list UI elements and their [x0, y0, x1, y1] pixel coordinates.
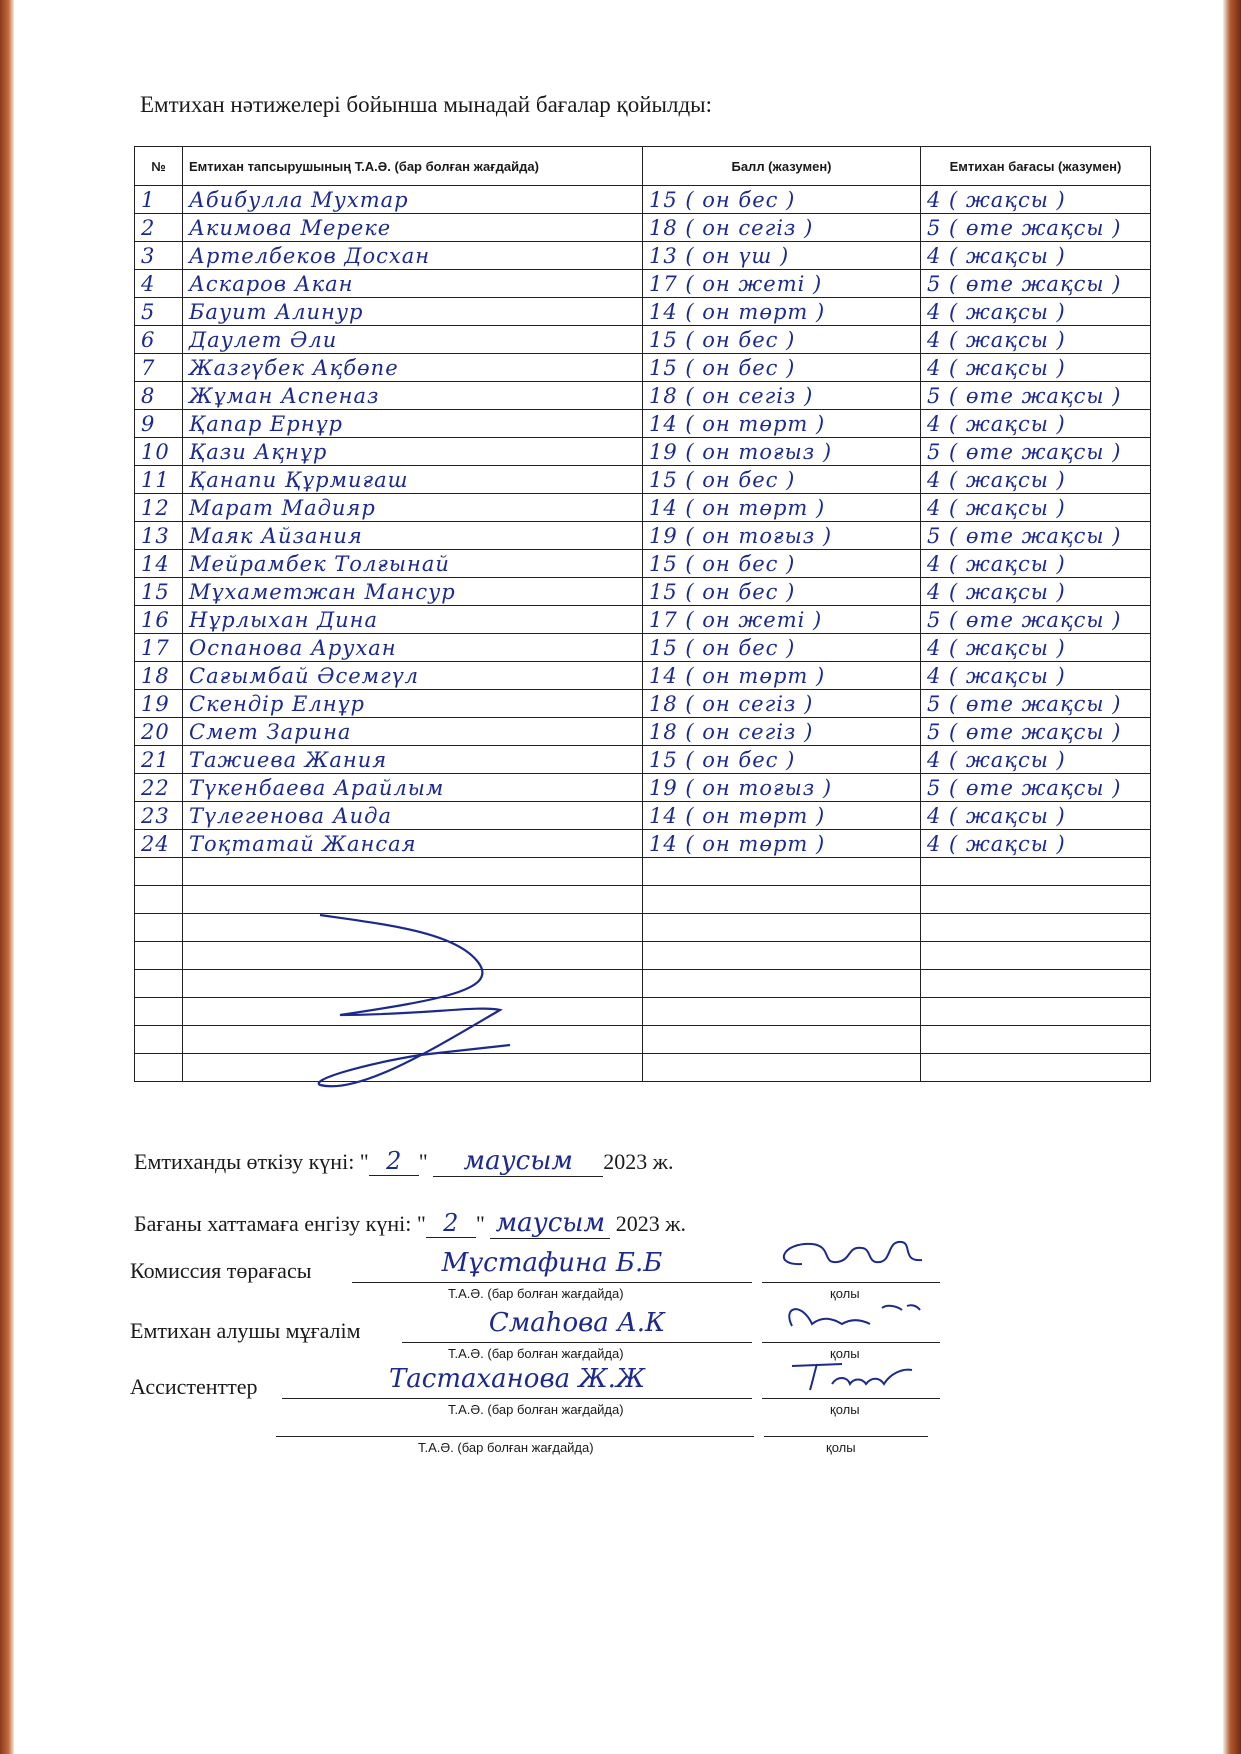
row-number: 1 — [135, 186, 183, 214]
strike-through-mark — [300, 905, 540, 1105]
student-grade: 5 ( өте жақсы ) — [921, 522, 1151, 550]
table-row — [135, 662, 1151, 690]
student-grade: 4 ( жақсы ) — [921, 830, 1151, 858]
student-score — [643, 1054, 921, 1082]
entry-date-day: 2 — [426, 1209, 476, 1238]
table-header-row — [135, 147, 1151, 186]
table-row — [135, 634, 1151, 662]
header-number: № — [135, 147, 183, 186]
student-score: 18 ( он сегіз ) — [643, 214, 921, 242]
student-score — [643, 914, 921, 942]
assistants-signature — [762, 1364, 940, 1399]
row-number: 13 — [135, 522, 183, 550]
row-number: 20 — [135, 718, 183, 746]
row-number: 12 — [135, 494, 183, 522]
chair-signature — [762, 1248, 940, 1283]
row-number: 10 — [135, 438, 183, 466]
entry-date-quote: " — [475, 1211, 485, 1236]
student-grade: 4 ( жақсы ) — [921, 354, 1151, 382]
blank-signature-row — [276, 1436, 940, 1476]
chair-name: Мұстафина Б.Б — [352, 1248, 752, 1283]
row-number: 15 — [135, 578, 183, 606]
table-row — [135, 550, 1151, 578]
entry-date-month: маусым — [490, 1208, 610, 1239]
student-grade: 5 ( өте жақсы ) — [921, 214, 1151, 242]
assistants-label: Ассистенттер — [130, 1374, 258, 1399]
student-score: 19 ( он тоғыз ) — [643, 774, 921, 802]
student-name: Смет Зарина — [183, 718, 643, 746]
student-score: 18 ( он сегіз ) — [643, 382, 921, 410]
student-score: 15 ( он бес ) — [643, 354, 921, 382]
student-score: 14 ( он төрт ) — [643, 662, 921, 690]
exam-date-quote: " — [418, 1149, 428, 1174]
paper-edge-left — [0, 0, 14, 1754]
exam-date-line — [134, 1146, 673, 1177]
header-name: Емтихан тапсырушының Т.А.Ә. (бар болған жағдайда) — [183, 147, 643, 186]
empty-table-row — [135, 942, 1151, 970]
student-score: 18 ( он сегіз ) — [643, 690, 921, 718]
blank-sign-caption: қолы — [826, 1440, 856, 1455]
student-grade: 5 ( өте жақсы ) — [921, 718, 1151, 746]
row-number: 9 — [135, 410, 183, 438]
table-row — [135, 466, 1151, 494]
header-grade: Емтихан бағасы (жазумен) — [921, 147, 1151, 186]
student-name: Артелбеков Досхан — [183, 242, 643, 270]
student-score — [643, 998, 921, 1026]
student-name: Бауит Алинур — [183, 298, 643, 326]
row-number — [135, 914, 183, 942]
row-number: 24 — [135, 830, 183, 858]
table-row — [135, 270, 1151, 298]
row-number: 19 — [135, 690, 183, 718]
row-number — [135, 942, 183, 970]
table-row — [135, 774, 1151, 802]
table-row — [135, 746, 1151, 774]
student-name: Мұхаметжан Мансур — [183, 578, 643, 606]
empty-table-row — [135, 1054, 1151, 1082]
row-number: 16 — [135, 606, 183, 634]
table-body — [135, 186, 1151, 1082]
student-score: 14 ( он төрт ) — [643, 494, 921, 522]
grades-table — [134, 146, 1151, 1082]
student-name: Түлегенова Аида — [183, 802, 643, 830]
row-number — [135, 1026, 183, 1054]
student-score — [643, 942, 921, 970]
student-name: Тажиева Жания — [183, 746, 643, 774]
student-name: Марат Мадияр — [183, 494, 643, 522]
student-score: 19 ( он тоғыз ) — [643, 438, 921, 466]
student-score: 19 ( он тоғыз ) — [643, 522, 921, 550]
table-row — [135, 298, 1151, 326]
student-grade: 4 ( жақсы ) — [921, 802, 1151, 830]
student-grade — [921, 970, 1151, 998]
row-number: 4 — [135, 270, 183, 298]
row-number — [135, 886, 183, 914]
table-row — [135, 494, 1151, 522]
table-row — [135, 718, 1151, 746]
student-score: 15 ( он бес ) — [643, 466, 921, 494]
student-grade: 4 ( жақсы ) — [921, 410, 1151, 438]
student-score: 15 ( он бес ) — [643, 578, 921, 606]
row-number: 23 — [135, 802, 183, 830]
table-row — [135, 690, 1151, 718]
student-score — [643, 1026, 921, 1054]
row-number: 21 — [135, 746, 183, 774]
student-name: Абибулла Мухтар — [183, 186, 643, 214]
exam-date-day: 2 — [369, 1147, 419, 1176]
student-name: Тоқтатай Жансая — [183, 830, 643, 858]
table-row — [135, 410, 1151, 438]
row-number: 11 — [135, 466, 183, 494]
row-number: 22 — [135, 774, 183, 802]
student-grade — [921, 1026, 1151, 1054]
row-number — [135, 858, 183, 886]
student-score: 13 ( он үш ) — [643, 242, 921, 270]
row-number: 6 — [135, 326, 183, 354]
student-grade: 5 ( өте жақсы ) — [921, 270, 1151, 298]
page-title: Емтихан нәтижелері бойынша мынадай бағалар қойылды: — [140, 92, 713, 117]
exam-date-label: Емтиханды өткізу күні: " — [134, 1149, 369, 1174]
student-name: Даулет Әли — [183, 326, 643, 354]
table-row — [135, 326, 1151, 354]
chair-sign-caption: қолы — [830, 1286, 860, 1301]
entry-date-year: 2023 ж. — [615, 1211, 686, 1236]
student-grade — [921, 858, 1151, 886]
student-name: Сағымбай Әсемгүл — [183, 662, 643, 690]
student-grade: 4 ( жақсы ) — [921, 550, 1151, 578]
table-row — [135, 186, 1151, 214]
teacher-sign-caption: қолы — [830, 1346, 860, 1361]
student-score: 14 ( он төрт ) — [643, 802, 921, 830]
entry-date-line — [134, 1208, 686, 1239]
student-score: 14 ( он төрт ) — [643, 298, 921, 326]
student-score — [643, 886, 921, 914]
chair-signature-mark — [762, 1234, 940, 1278]
student-name: Аскаров Акан — [183, 270, 643, 298]
student-score — [643, 858, 921, 886]
student-grade — [921, 998, 1151, 1026]
student-grade: 4 ( жақсы ) — [921, 326, 1151, 354]
student-score: 14 ( он төрт ) — [643, 830, 921, 858]
row-number — [135, 970, 183, 998]
table-row — [135, 242, 1151, 270]
student-score: 15 ( он бес ) — [643, 746, 921, 774]
empty-table-row — [135, 1026, 1151, 1054]
blank-sign-line — [764, 1436, 928, 1437]
row-number: 18 — [135, 662, 183, 690]
teacher-name: Смаhова А.К — [402, 1308, 752, 1343]
student-name: Оспанова Арухан — [183, 634, 643, 662]
row-number: 2 — [135, 214, 183, 242]
row-number: 5 — [135, 298, 183, 326]
student-name: Жазгүбек Ақбөпе — [183, 354, 643, 382]
header-score: Балл (жазумен) — [643, 147, 921, 186]
blank-name-caption: Т.А.Ә. (бар болған жағдайда) — [418, 1440, 594, 1455]
student-grade: 4 ( жақсы ) — [921, 466, 1151, 494]
student-name: Нұрлыхан Дина — [183, 606, 643, 634]
assistants-name: Тастаханова Ж.Ж — [282, 1364, 752, 1399]
paper-edge-right — [1223, 0, 1241, 1754]
student-grade: 5 ( өте жақсы ) — [921, 382, 1151, 410]
student-grade: 4 ( жақсы ) — [921, 242, 1151, 270]
teacher-label: Емтихан алушы мұғалім — [130, 1318, 361, 1343]
assistants-signature-mark — [762, 1354, 940, 1398]
student-grade: 4 ( жақсы ) — [921, 298, 1151, 326]
empty-table-row — [135, 858, 1151, 886]
assistants-sign-caption: қолы — [830, 1402, 860, 1417]
row-number: 7 — [135, 354, 183, 382]
table-row — [135, 578, 1151, 606]
table-row — [135, 354, 1151, 382]
student-name: Қапар Ернұр — [183, 410, 643, 438]
student-name — [183, 858, 643, 886]
student-name: Қанапи Құрмиғаш — [183, 466, 643, 494]
student-score: 14 ( он төрт ) — [643, 410, 921, 438]
student-grade: 4 ( жақсы ) — [921, 578, 1151, 606]
student-grade: 4 ( жақсы ) — [921, 494, 1151, 522]
student-score: 15 ( он бес ) — [643, 186, 921, 214]
student-score: 17 ( он жеті ) — [643, 606, 921, 634]
student-name: Акимова Мереке — [183, 214, 643, 242]
empty-table-row — [135, 886, 1151, 914]
table-row — [135, 382, 1151, 410]
table-row — [135, 830, 1151, 858]
student-score: 15 ( он бес ) — [643, 326, 921, 354]
table-row — [135, 802, 1151, 830]
student-score — [643, 970, 921, 998]
student-grade: 5 ( өте жақсы ) — [921, 606, 1151, 634]
table-row — [135, 522, 1151, 550]
student-grade: 5 ( өте жақсы ) — [921, 774, 1151, 802]
student-name: Қази Ақнұр — [183, 438, 643, 466]
student-grade: 4 ( жақсы ) — [921, 634, 1151, 662]
teacher-signature — [762, 1308, 940, 1343]
table-row — [135, 438, 1151, 466]
student-name: Түкенбаева Арайлым — [183, 774, 643, 802]
student-score: 18 ( он сегіз ) — [643, 718, 921, 746]
assistants-name-caption: Т.А.Ә. (бар болған жағдайда) — [448, 1402, 624, 1417]
blank-name-line — [276, 1436, 754, 1437]
student-grade — [921, 914, 1151, 942]
row-number: 3 — [135, 242, 183, 270]
teacher-name-caption: Т.А.Ә. (бар болған жағдайда) — [448, 1346, 624, 1361]
student-grade: 4 ( жақсы ) — [921, 746, 1151, 774]
student-name: Жұман Аспеназ — [183, 382, 643, 410]
student-grade — [921, 942, 1151, 970]
table-row — [135, 606, 1151, 634]
exam-date-year: 2023 ж. — [603, 1149, 674, 1174]
row-number — [135, 998, 183, 1026]
chair-name-caption: Т.А.Ә. (бар болған жағдайда) — [448, 1286, 624, 1301]
table-row — [135, 214, 1151, 242]
student-name: Мейрамбек Толғынай — [183, 550, 643, 578]
student-grade: 4 ( жақсы ) — [921, 186, 1151, 214]
empty-table-row — [135, 914, 1151, 942]
row-number: 8 — [135, 382, 183, 410]
row-number: 17 — [135, 634, 183, 662]
student-name: Маяк Айзания — [183, 522, 643, 550]
student-score: 15 ( он бес ) — [643, 634, 921, 662]
exam-date-month: маусым — [433, 1146, 603, 1177]
student-grade: 4 ( жақсы ) — [921, 662, 1151, 690]
student-grade — [921, 886, 1151, 914]
student-score: 15 ( он бес ) — [643, 550, 921, 578]
student-grade — [921, 1054, 1151, 1082]
chair-label: Комиссия төрағасы — [130, 1258, 312, 1283]
row-number: 14 — [135, 550, 183, 578]
teacher-signature-mark — [762, 1296, 940, 1340]
empty-table-row — [135, 970, 1151, 998]
student-score: 17 ( он жеті ) — [643, 270, 921, 298]
student-grade: 5 ( өте жақсы ) — [921, 690, 1151, 718]
empty-table-row — [135, 998, 1151, 1026]
student-name: Скендір Елнұр — [183, 690, 643, 718]
student-grade: 5 ( өте жақсы ) — [921, 438, 1151, 466]
row-number — [135, 1054, 183, 1082]
entry-date-label: Бағаны хаттамаға енгізу күні: " — [134, 1211, 426, 1236]
signature-row-assistants — [130, 1364, 970, 1424]
